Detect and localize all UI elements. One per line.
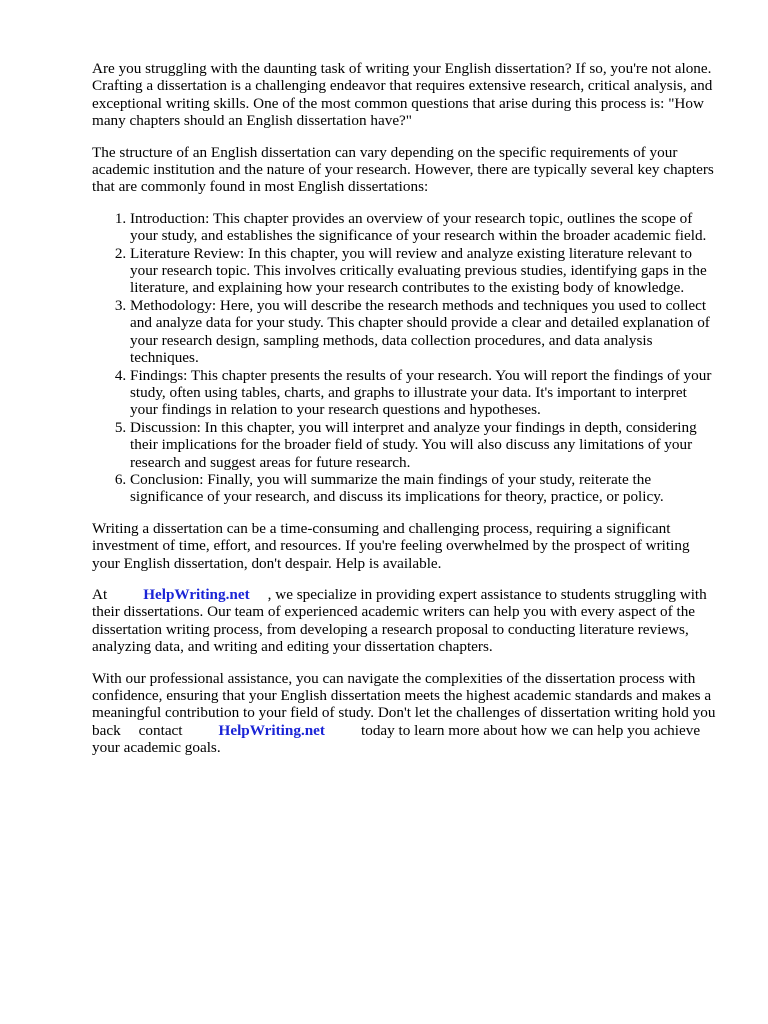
- help-available-paragraph: Writing a dissertation can be a time-consuming and challenging process, requiring a significant investment of time, effort, and resources. If you're feeling overwhelmed by the prospect of writing your English dissertation, don't despair. Help is available.: [92, 519, 690, 572]
- document-page: [92, 60, 717, 771]
- closing-suffix-text: today to learn more about how we can help you achieve your academic goals.: [92, 721, 701, 757]
- chapter-list-item: 4. Findings: This chapter presents the results of your research. You will report the findings of your study, often using tables, charts, and graphs to illustrate your data. It's important to interpret your findings in relation to your research questions and hypotheses.: [130, 367, 717, 419]
- intro-paragraph: Are you struggling with the daunting task of writing your English dissertation? If so, you're not alone. Crafting a dissertation is a challenging endeavor that requires extensive research, critical analysis, and exceptional writing skills. One of the most common questions that arise during this process is: "How many chapters should an English dissertation have?": [92, 60, 713, 130]
- chapter-list-item: 6. Conclusion: Finally, you will summarize the main findings of your study, reiterate the significance of your research, and discuss its implications for theory, practice, or policy.: [130, 471, 717, 506]
- closing-prefix-text: With our professional assistance, you can navigate the complexities of the dissertation process with confidence, ensuring that your English dissertation meets the highest academic standards and makes a meaningful contribution to your field of study. Don't let the challenges of dissertation writing hold you back: [92, 669, 716, 739]
- service-paragraph: [92, 586, 717, 656]
- service-prefix-text: At: [92, 585, 108, 603]
- chapter-list-item: 1. Introduction: This chapter provides an overview of your research topic, outlines the scope of your study, and establishes the significance of your research within the broader academic field.: [130, 210, 717, 245]
- closing-paragraph: [92, 670, 717, 757]
- contact-text: contact: [138, 721, 183, 739]
- service-suffix-text: , we specialize in providing expert assistance to students struggling with their dissertations. Our team of experienced academic writers can help you with every aspect of the dissertation writing process, from developing a research proposal to conducting literature reviews, analyzing data, and writing and editing your dissertation chapters.: [92, 585, 707, 656]
- chapter-list: [92, 210, 717, 506]
- structure-paragraph: The structure of an English dissertation can vary depending on the specific requirements of your academic institution and the nature of your research. However, there are typically several key chapters that are commonly found in most English dissertations:: [92, 143, 714, 196]
- helpwriting-link[interactable]: HelpWriting.net: [143, 585, 250, 603]
- chapter-list-item: 5. Discussion: In this chapter, you will interpret and analyze your findings in depth, considering their implications for the broader field of study. You will also discuss any limitations of your research and suggest areas for future research.: [130, 419, 717, 471]
- chapter-list-item: 2. Literature Review: In this chapter, you will review and analyze existing literature relevant to your research topic. This involves critically evaluating previous studies, identifying gaps in the literature, and explaining how your research contributes to the existing body of knowledge.: [130, 245, 717, 297]
- helpwriting-link[interactable]: HelpWriting.net: [218, 721, 325, 739]
- chapter-list-item: 3. Methodology: Here, you will describe the research methods and techniques you used to collect and analyze data for your study. This chapter should provide a clear and detailed explanation of your research design, sampling methods, data collection procedures, and data analysis techniques.: [130, 297, 717, 367]
